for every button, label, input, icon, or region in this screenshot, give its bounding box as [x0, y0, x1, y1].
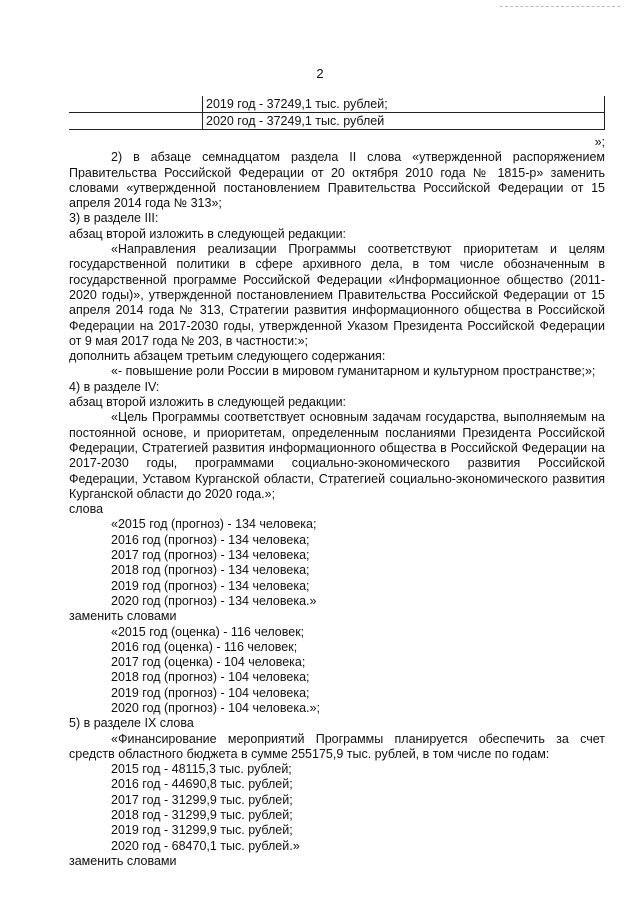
- list-item: «2015 год (прогноз) - 134 человека;: [111, 517, 317, 532]
- list-item: 2020 год (прогноз) - 104 человека.»;: [111, 700, 320, 715]
- list-item: 2018 год (прогноз) - 134 человека;: [111, 563, 310, 578]
- document-body: [69, 135, 605, 869]
- financing-list: [69, 762, 605, 854]
- list-item: 2020 год - 68470,1 тыс. рублей.»: [111, 838, 300, 853]
- paragraph-quote-financing: «Финансирование мероприятий Программы планируется обеспечить за счет средств областного бюджета в сумме 255175,9 тыс. рублей, в том числе по годам:: [69, 731, 605, 761]
- list-item: 2015 год - 48115,3 тыс. рублей;: [111, 762, 292, 777]
- continuation-table: [69, 96, 605, 130]
- paragraph-quote-item: «- повышение роли России в мировом гуманитарном и культурном пространстве;»;: [111, 364, 596, 379]
- paragraph-quote-goal: «Цель Программы соответствует основным задачам государства, выполняемым на постоянной основе, и приоритетам, определенным посланиями Президента Российской Федерации, Стратегией развития информационного общества в Российской Федерации на 2017-2030 годы, программами социально-экономического развития Российской Федерации, Уставом Курганской области, Стратегией социально-экономического развития Курганской области до 2020 года.»;: [69, 410, 605, 501]
- scan-artifact-line: [500, 6, 620, 9]
- paragraph-instruction: дополнить абзацем третьим следующего содержания:: [69, 349, 386, 364]
- new-values-list: [69, 625, 605, 717]
- table-row: [69, 113, 605, 130]
- page-number: 2: [316, 66, 324, 81]
- list-item: 2018 год - 31299,9 тыс. рублей;: [111, 808, 293, 823]
- list-item: 2016 год - 44690,8 тыс. рублей;: [111, 777, 293, 792]
- list-item: 2019 год (прогноз) - 104 человека;: [111, 685, 310, 700]
- closing-quote: »;: [594, 135, 605, 149]
- paragraph-amendment-4-heading: 4) в разделе IV:: [69, 379, 160, 394]
- paragraph-amendment-3-heading: 3) в разделе III:: [69, 211, 159, 226]
- list-item: «2015 год (оценка) - 116 человек;: [111, 624, 305, 639]
- table-cell-empty: [69, 113, 203, 130]
- table-cell: 2020 год - 37249,1 тыс. рублей: [203, 113, 605, 130]
- paragraph-instruction: абзац второй изложить в следующей редакции:: [69, 226, 347, 241]
- table-cell: 2019 год - 37249,1 тыс. рублей;: [203, 96, 605, 113]
- list-item: 2017 год - 31299,9 тыс. рублей;: [111, 792, 293, 807]
- list-item: 2017 год (прогноз) - 134 человека;: [111, 548, 310, 563]
- list-item: 2017 год (оценка) - 104 человека;: [111, 655, 306, 670]
- paragraph-replace-with: заменить словами: [69, 609, 177, 624]
- list-item: 2016 год (оценка) - 116 человек;: [111, 639, 298, 654]
- paragraph-instruction: абзац второй изложить в следующей редакции:: [69, 395, 347, 410]
- old-values-list: [69, 517, 605, 609]
- paragraph-quote-directions: «Направления реализации Программы соответствуют приоритетам и целям государственной политики в сфере архивного дела, в том числе обозначенным в государственной программе Российской Федерации «Информационное общество (2011-2020 годы)», утвержденной постановлением Правительства Российской Федерации от 15 апреля 2014 года № 313, Стратегии развития информационного общества в Российской Федерации на 2017-2030 годы, утвержденной Указом Президента Российской Федерации от 9 мая 2017 года № 203, в частности:»;: [69, 242, 605, 348]
- list-item: 2016 год (прогноз) - 134 человека;: [111, 532, 310, 547]
- list-item: 2019 год (прогноз) - 134 человека;: [111, 578, 310, 593]
- paragraph-amendment-2: 2) в абзаце семнадцатом раздела II слова «утвержденной распоряжением Правительства Российской Федерации от 20 октября 2010 года № 1815-р» заменить словами «утвержденной постановлением Правительства Российской Федерации от 15 апреля 2014 года № 313»;: [69, 150, 605, 211]
- list-item: 2019 год - 31299,9 тыс. рублей;: [111, 823, 293, 838]
- paragraph-words: слова: [69, 502, 104, 517]
- paragraph-replace-with: заменить словами: [69, 853, 177, 868]
- paragraph-amendment-5-heading: 5) в разделе IX слова: [69, 716, 194, 731]
- table-cell-empty: [69, 96, 203, 113]
- table-row: [69, 96, 605, 113]
- list-item: 2018 год (прогноз) - 104 человека;: [111, 670, 310, 685]
- list-item: 2020 год (прогноз) - 134 человека.»: [111, 593, 317, 608]
